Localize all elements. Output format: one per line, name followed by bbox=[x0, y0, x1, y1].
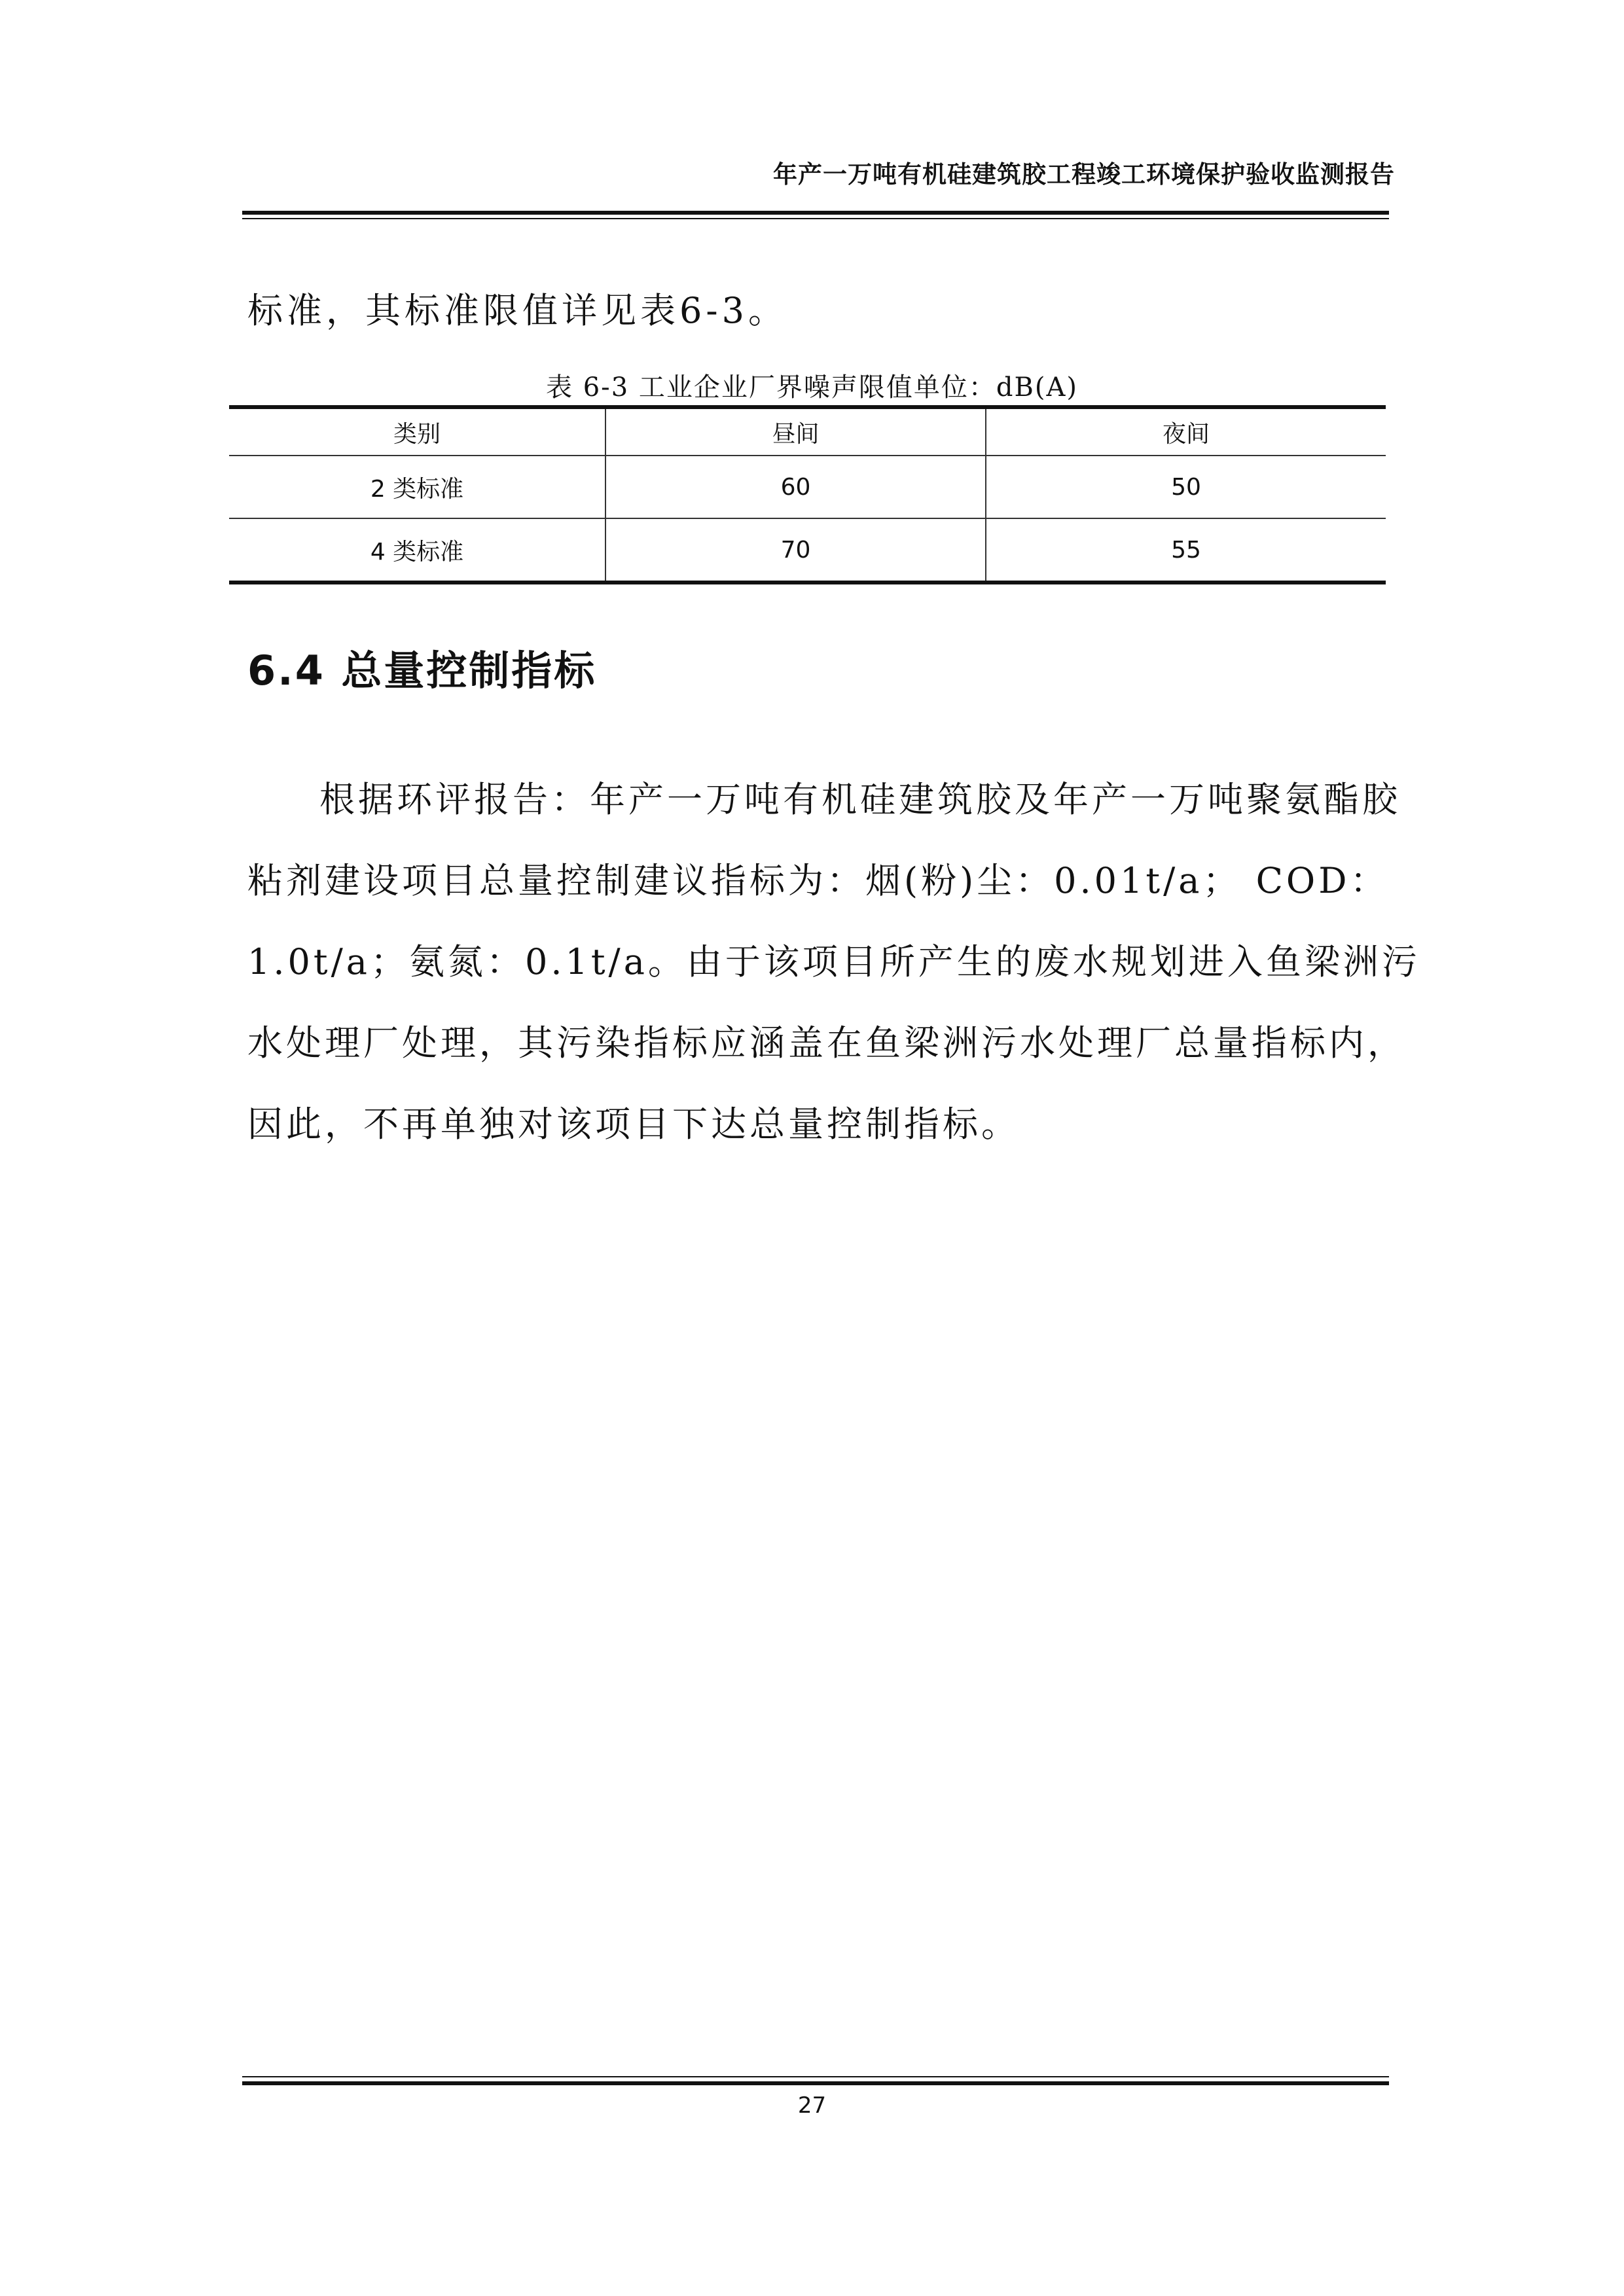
header-title: 年产一万吨有机硅建筑胶工程竣工环境保护验收监测报告 bbox=[773, 160, 1395, 188]
paragraph-line: 根据环评报告：年产一万吨有机硅建筑胶及年产一万吨聚氨酯胶 bbox=[319, 779, 1401, 820]
column-header-daytime: 昼间 bbox=[605, 407, 986, 456]
paragraph-line: 水处理厂处理，其污染指标应涵盖在鱼梁洲污水处理厂总量指标内， bbox=[247, 1022, 1406, 1064]
page-number: 27 bbox=[797, 2092, 827, 2119]
table-cell: 55 bbox=[986, 518, 1386, 583]
column-header-nighttime: 夜间 bbox=[986, 407, 1386, 456]
table-cell: 70 bbox=[605, 518, 986, 583]
footer-rule-thick bbox=[242, 2081, 1389, 2085]
table-row bbox=[229, 456, 1386, 518]
table-cell: 2 类标准 bbox=[229, 456, 605, 518]
section-heading: 6.4 总量控制指标 bbox=[247, 647, 597, 694]
table-cell: 50 bbox=[986, 456, 1386, 518]
footer-rule-thin bbox=[242, 2076, 1389, 2077]
paragraph-line: 1.0t/a；氨氮：0.1t/a。由于该项目所产生的废水规划进入鱼梁洲污 bbox=[247, 941, 1420, 982]
table-header-row bbox=[229, 407, 1386, 456]
header-rule-thin bbox=[242, 218, 1389, 219]
body-continuation-text: 标准，其标准限值详见表6-3。 bbox=[247, 290, 787, 331]
table-caption: 表 6-3 工业企业厂界噪声限值单位：dB(A) bbox=[546, 372, 1078, 403]
table-row bbox=[229, 518, 1386, 583]
column-header-category: 类别 bbox=[229, 407, 605, 456]
section-paragraph bbox=[247, 759, 1420, 1165]
header-rule-thick bbox=[242, 211, 1389, 215]
paragraph-line: 粘剂建设项目总量控制建议指标为：烟(粉)尘：0.01t/a； COD： bbox=[247, 860, 1389, 901]
noise-limits-table bbox=[229, 405, 1386, 584]
table-cell: 4 类标准 bbox=[229, 518, 605, 583]
table-cell: 60 bbox=[605, 456, 986, 518]
paragraph-line: 因此，不再单独对该项目下达总量控制指标。 bbox=[247, 1103, 1020, 1145]
